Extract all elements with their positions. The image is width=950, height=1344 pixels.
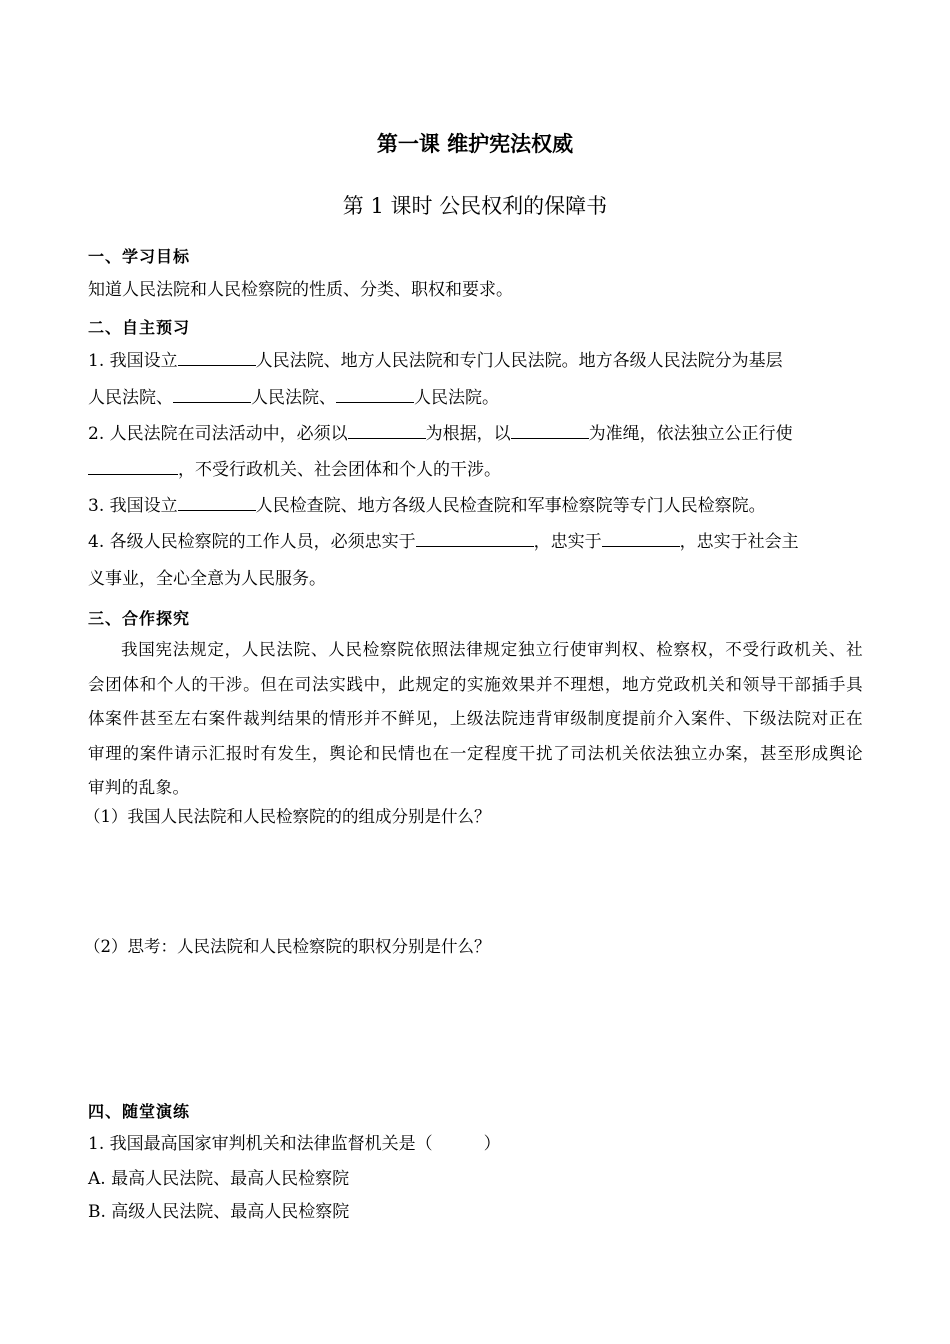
fill-blank[interactable] (348, 420, 426, 439)
preview-q2-line1 (88, 416, 868, 452)
fill-blank[interactable] (173, 384, 251, 403)
preview-q4-line2: 义事业，全心全意为人民服务。 (88, 569, 326, 589)
preview-q1-line1 (88, 343, 868, 379)
fill-blank[interactable] (178, 347, 256, 366)
preview-text: 为准绳，依法独立公正行使 (588, 424, 793, 444)
preview-q4-line1 (88, 524, 868, 560)
explore-question-1: （1）我国人民法院和人民检察院的的组成分别是什么？ (84, 807, 491, 826)
fill-blank[interactable] (416, 528, 534, 547)
practice-question-1: 1. 我国最高国家审判机关和法律监督机关是（ ） (88, 1134, 501, 1154)
preview-text: 人民检查院、地方各级人民检查院和军事检察院等专门人民检察院。 (255, 496, 766, 516)
fill-blank[interactable] (336, 384, 414, 403)
preview-text: ，不受行政机关、社会团体和个人的干涉。 (178, 460, 501, 480)
preview-q2-line2 (88, 452, 868, 488)
preview-text: 人民法院、 (251, 388, 336, 408)
preview-text: 2. 人民法院在司法活动中，必须以 (88, 424, 348, 444)
preview-text: 3. 我国设立 (88, 496, 178, 516)
preview-text: 1. 我国设立 (88, 351, 178, 371)
practice-option-b[interactable]: B. 高级人民法院、最高人民检察院 (88, 1202, 350, 1222)
section-heading-explore: 三、合作探究 (88, 609, 191, 628)
preview-text: 4. 各级人民检察院的工作人员，必须忠实于 (88, 532, 416, 552)
fill-blank[interactable] (511, 420, 589, 439)
preview-text: ，忠实于社会主 (679, 532, 799, 552)
page-title: 第一课 维护宪法权威 (376, 132, 574, 156)
preview-q1-line2 (88, 380, 868, 416)
preview-text: 人民法院、 (88, 388, 173, 408)
preview-text: 人民法院。 (414, 388, 499, 408)
section-heading-goals: 一、学习目标 (88, 247, 191, 266)
fill-blank[interactable] (178, 492, 256, 511)
section-heading-practice: 四、随堂演练 (88, 1102, 191, 1121)
explore-passage: 我国宪法规定，人民法院、人民检察院依照法律规定独立行使审判权、检察权，不受行政机关、社会团体和个人的干涉。但在司法实践中，此规定的实施效果并不理想，地方党政机关和领导干部插手具体案件甚至左右案件裁判结果的情形并不鲜见，上级法院违背审级制度提前介入案件、下级法院对正在审理的案件请示汇报时有发生，舆论和民情也在一定程度干扰了司法机关依法独立办案，甚至形成舆论审判的乱象。 (88, 640, 863, 797)
preview-q3 (88, 488, 868, 524)
goal-text: 知道人民法院和人民检察院的性质、分类、职权和要求。 (88, 280, 513, 300)
lesson-subtitle: 第 1 课时 公民权利的保障书 (342, 194, 608, 218)
fill-blank[interactable] (602, 528, 680, 547)
preview-text: 人民法院、地方人民法院和专门人民法院。地方各级人民法院分为基层 (255, 351, 783, 371)
fill-blank[interactable] (88, 456, 178, 475)
preview-text: ，忠实于 (533, 532, 602, 552)
preview-text: 为根据，以 (425, 424, 511, 444)
explore-question-2: （2）思考：人民法院和人民检察院的职权分别是什么？ (84, 937, 491, 956)
section-heading-preview: 二、自主预习 (88, 318, 191, 337)
practice-option-a[interactable]: A. 最高人民法院、最高人民检察院 (88, 1169, 350, 1189)
